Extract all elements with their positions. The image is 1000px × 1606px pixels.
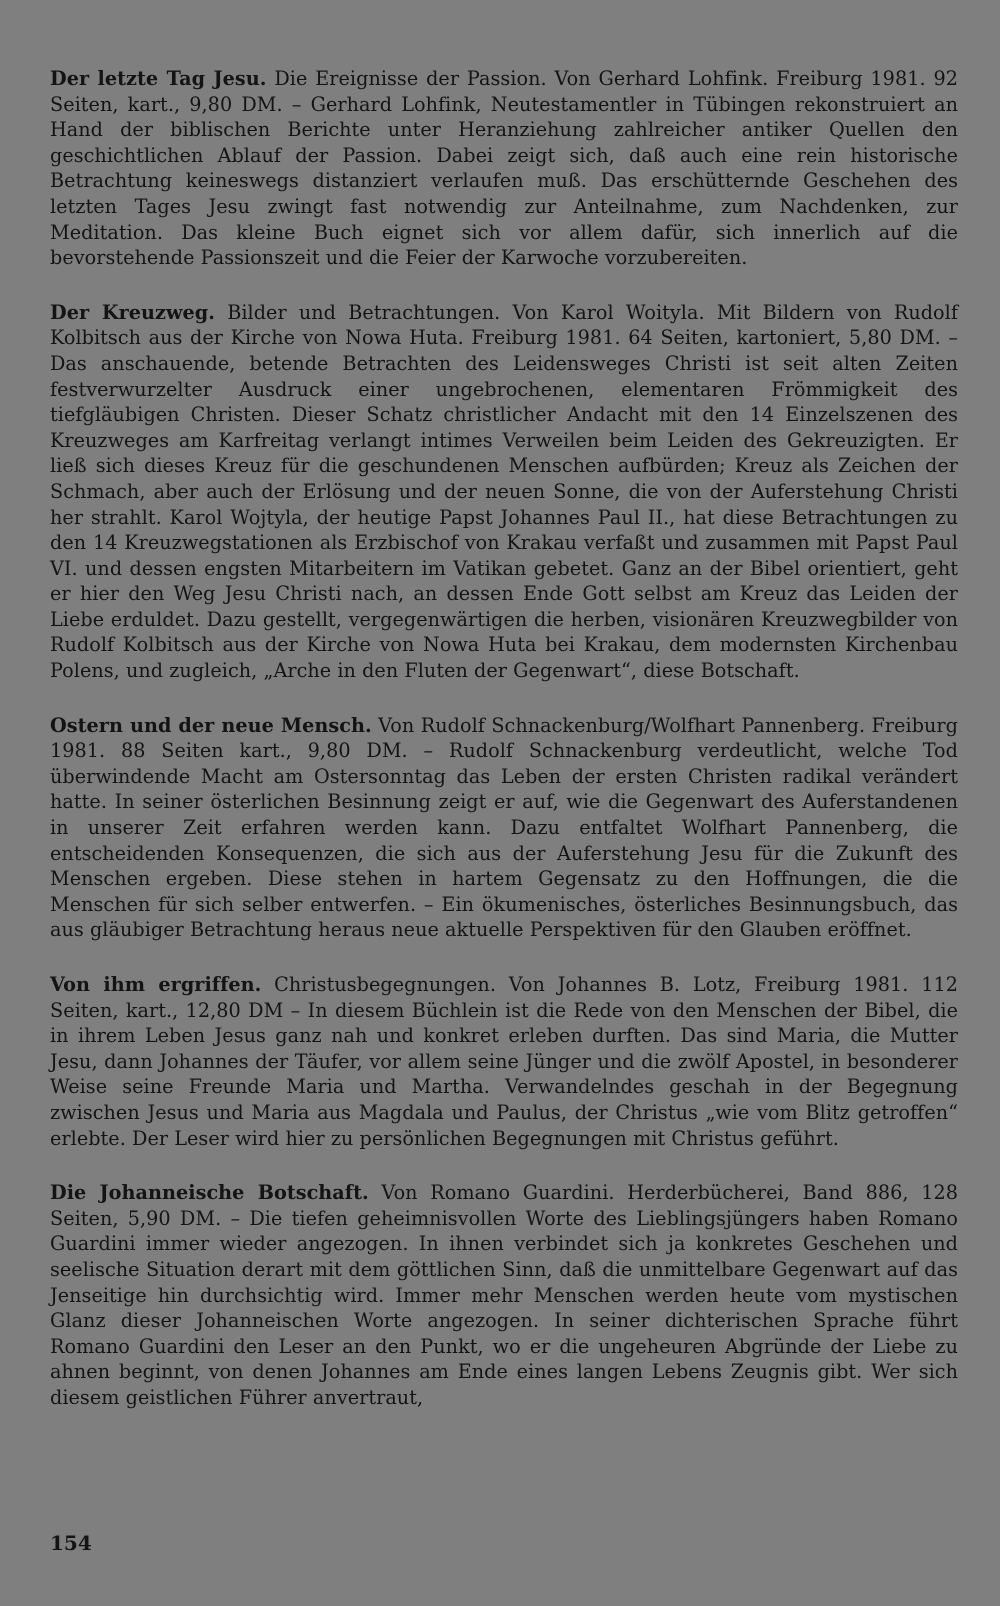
book-review-entry bbox=[50, 300, 958, 684]
book-review-text: Von Rudolf Schnackenburg/Wolfhart Pannenberg. Freiburg 1981. 88 Seiten kart., 9,80 DM. – Rudolf Schnackenburg verdeutlicht, welche Tod überwindende Macht am Ostersonntag das Leben der ersten Christen radikal verändert hatte. In seiner österlichen Besinnung zeigt er auf, wie die Gegenwart des Auferstandenen in unserer Zeit erfahren werden kann. Dazu entfaltet Wolfhart Pannenberg, die entscheidenden Konsequenzen, die sich aus der Auferstehung Jesu für die Zukunft des Menschen ergeben. Diese stehen in hartem Gegensatz zu den Hoffnungen, die die Menschen für sich selber entwerfen. – Ein ökumenisches, österliches Besinnungsbuch, das aus gläubiger Betrachtung heraus neue aktuelle Perspektiven für den Glauben eröffnet. bbox=[50, 713, 958, 942]
book-review-entry bbox=[50, 1180, 958, 1410]
book-review-title: Der letzte Tag Jesu. bbox=[50, 67, 267, 90]
book-review-text: Christusbegegnungen. Von Johannes B. Lotz, Freiburg 1981. 112 Seiten, kart., 12,80 DM – In diesem Büchlein ist die Rede von den Menschen der Bibel, die in ihrem Leben Jesus ganz nah und konkret erleben durften. Das sind Maria, die Mutter Jesu, dann Johannes der Täufer, vor allem seine Jünger und die zwölf Apostel, in besonderer Weise seine Freunde Maria und Martha. Verwandelndes geschah in der Begegnung zwischen Jesus und Maria aus Magdala und Paulus, der Christus „wie vom Blitz getroffen“ erlebte. Der Leser wird hier zu persönlichen Begegnungen mit Christus geführt. bbox=[50, 973, 958, 1150]
page-number: 154 bbox=[50, 1531, 92, 1555]
book-review-title: Von ihm ergriffen. bbox=[50, 973, 262, 996]
book-review-text: Bilder und Betrachtungen. Von Karol Woityla. Mit Bildern von Rudolf Kolbitsch aus der Kirche von Nowa Huta. Freiburg 1981. 64 Seiten, kartoniert, 5,80 DM. – Das anschauende, betende Betrachten des Leidensweges Christi ist seit alten Zeiten festverwurzelter Ausdruck einer ungebrochenen, elementaren Frömmigkeit des tiefgläubigen Christen. Dieser Schatz christlicher Andacht mit den 14 Einzelszenen des Kreuzweges am Karfreitag verlangt intimes Verweilen beim Leiden des Gekreuzigten. Er ließ sich dieses Kreuz für die geschundenen Menschen aufbürden; Kreuz als Zeichen der Schmach, aber auch der Erlösung und der neuen Sonne, die von der Auferstehung Christi her strahlt. Karol Wojtyla, der heutige Papst Johannes Paul II., hat diese Betrachtungen zu den 14 Kreuzwegstationen als Erzbischof von Krakau verfaßt und zusammen mit Papst Paul VI. und dessen engsten Mitarbeitern im Vatikan gebetet. Ganz an der Bibel orientiert, geht er hier den Weg Jesu Christi nach, an dessen Ende Gott selbst am Kreuz das Leiden der Liebe erduldet. Dazu gestellt, vergegenwärtigen die herben, visionären Kreuzwegbilder von Rudolf Kolbitsch aus der Kirche von Nowa Huta bei Krakau, dem modernsten Kirchenbau Polens, und zugleich, „Arche in den Fluten der Gegenwart“, diese Botschaft. bbox=[50, 300, 959, 683]
book-review-title: Die Johanneische Botschaft. bbox=[50, 1181, 369, 1205]
book-review-text: Die Ereignisse der Passion. Von Gerhard Lohfink. Freiburg 1981. 92 Seiten, kart., 9,80 DM. – Gerhard Lohfink, Neutestamentler in Tübingen rekonstruiert an Hand der biblischen Berichte unter Heranziehung zahlreicher antiker Quellen den geschichtlichen Ablauf der Passion. Dabei zeigt sich, daß auch eine rein historische Betrachtung keineswegs distanziert verlaufen muß. Das erschütternde Geschehen des letzten Tages Jesu zwingt fast notwendig zur Anteilnahme, zum Nachdenken, zur Meditation. Das kleine Buch eignet sich vor allem dafür, sich innerlich auf die bevorstehende Passionszeit und die Feier der Karwoche vorzubereiten. bbox=[50, 67, 958, 270]
book-review-text: Von Romano Guardini. Herderbücherei, Band 886, 128 Seiten, 5,90 DM. – Die tiefen geheimnisvollen Worte des Lieblingsjüngers haben Romano Guardini immer wieder angezogen. In ihnen verbindet sich ja konkretes Geschehen und seelische Situation derart mit dem göttlichen Sinn, daß die unmittelbare Gegenwart auf das Jenseitige hin durchsichtig wird. Immer mehr Menschen werden heute vom mystischen Glanz dieser Johanneischen Worte angezogen. In seiner dichterischen Sprache führt Romano Guardini den Leser an den Punkt, wo er die ungeheuren Abgründe der Liebe zu ahnen beginnt, von denen Johannes am Ende eines langen Lebens Zeugnis gibt. Wer sich diesem geistlichen Führer anvertraut, bbox=[50, 1181, 958, 1409]
book-review-entry bbox=[50, 972, 958, 1151]
book-review-title: Der Kreuzweg. bbox=[50, 300, 215, 324]
book-review-entry bbox=[50, 66, 958, 271]
book-review-title: Ostern und der neue Mensch. bbox=[50, 713, 372, 737]
book-review-entry bbox=[50, 713, 958, 943]
